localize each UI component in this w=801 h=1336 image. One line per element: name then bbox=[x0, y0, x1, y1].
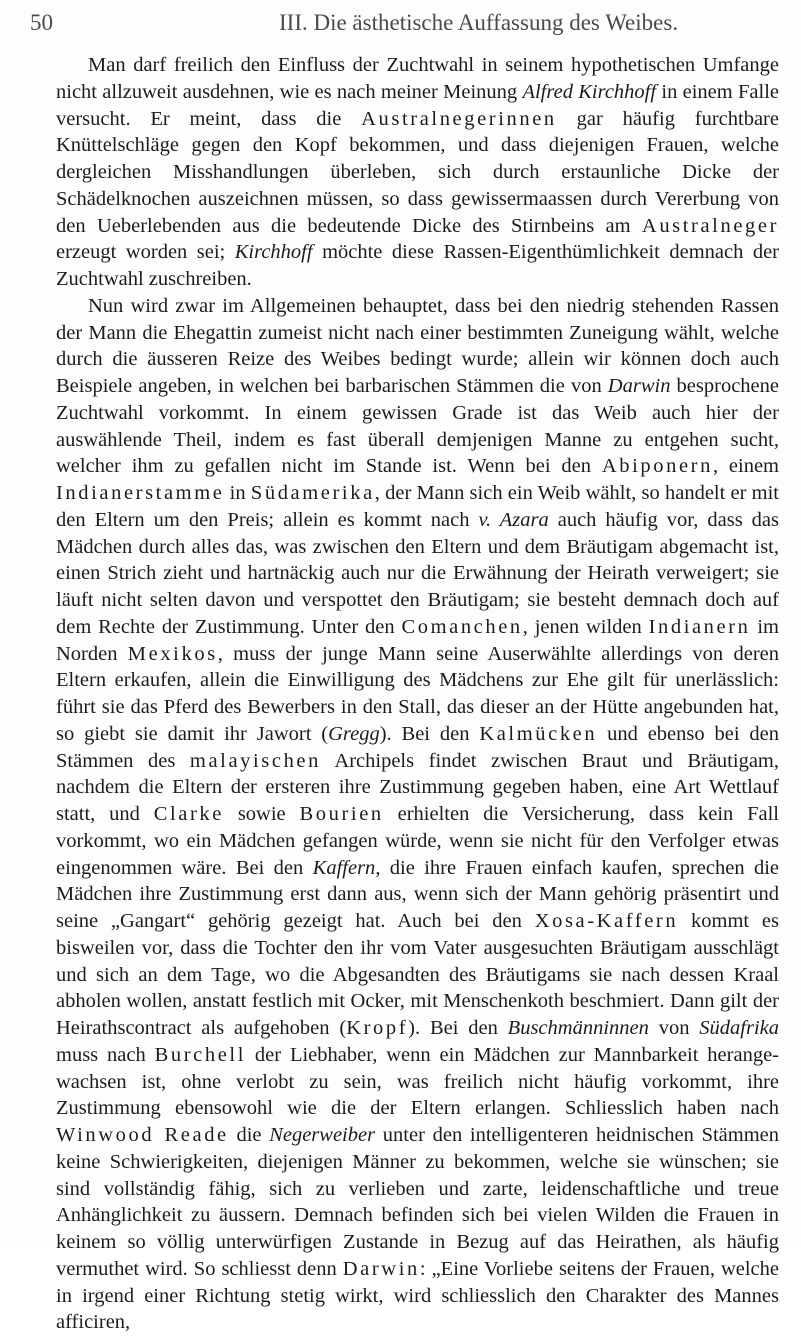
author-name: Negerweiber bbox=[269, 1124, 376, 1146]
emphasized-term: Burchell bbox=[154, 1043, 247, 1066]
emphasized-term: Winwood Reade bbox=[56, 1124, 229, 1146]
emphasized-term: Xosa-Kaffern bbox=[534, 910, 679, 932]
emphasized-term: Indianerstamme bbox=[56, 482, 225, 504]
body-text bbox=[56, 52, 779, 1336]
author-name: Buschmänninnen bbox=[507, 1017, 649, 1039]
emphasized-term: Bourien bbox=[299, 803, 384, 825]
emphasized-term: Abiponern bbox=[601, 455, 713, 478]
author-name: Kaffern bbox=[312, 856, 376, 879]
emphasized-term: malayischen bbox=[189, 749, 321, 772]
author-name: Darwin bbox=[607, 375, 671, 397]
paragraph-1: Man darf freilich den Einfluss der Zuchtwahl in seinem hypothetischen Umfange nicht allzuweit ausdehnen, wie es nach meiner Meinung Alfred Kirchhoff in einem Falle versucht. Er meint, dass die Australnegerinnen gar häufig furchtbare Knüttelschläge gegen den Kopf bekommen, und dass diejenigen Frauen, welche dergleichen Misshandlungen überleben, sich durch erstaunliche Dicke der Schädelknochen auszeichnen müssen, so dass gewissermaassen durch Vererbung von den Ueberlebenden aus die bedeutende Dicke des Stirnbeins am Australneger erzeugt worden sei; Kirchhoff möchte diese Rassen-Eigenthümlichkeit demnach der Zuchtwahl zuschreiben. bbox=[56, 54, 779, 290]
emphasized-term: Indianern bbox=[648, 615, 751, 638]
emphasized-term: Mexikos bbox=[127, 642, 218, 665]
emphasized-term: Clarke bbox=[153, 803, 224, 825]
author-name: Gregg bbox=[328, 722, 380, 745]
page-number: 50 bbox=[30, 10, 53, 35]
emphasized-term: Comanchen bbox=[401, 615, 523, 638]
emphasized-term: Australneger bbox=[641, 214, 779, 237]
emphasized-term: Südamerika bbox=[250, 482, 375, 504]
running-head bbox=[30, 6, 771, 40]
author-name: v. Azara bbox=[478, 508, 549, 531]
emphasized-term: Darwin bbox=[342, 1257, 420, 1280]
emphasized-term: Australnegerinnen bbox=[361, 107, 557, 130]
emphasized-term: Kropf bbox=[346, 1017, 409, 1039]
author-name: Kirchhoff bbox=[234, 241, 313, 264]
chapter-running-title: III. Die ästhetische Auffassung des Weibes. bbox=[279, 10, 679, 35]
emphasized-term: Kalmücken bbox=[479, 722, 598, 745]
paragraph-2: Nun wird zwar im Allgemeinen behauptet, dass bei den niedrig stehenden Rassen der Mann die Ehegattin zumeist nicht nach einer bestimmten Zuneigung wählt, welche durch die äusseren Reize des Weibes bedingt wurde; allein wir können doch auch Beispiele angeben, in welchen bei barbarischen Stämmen die von Darwin besprochene Zuchtwahl vorkommt. In einem gewissen Grade ist das Weib auch hier der auswählende Theil, indem es fast überall demjenigen Manne zu entgehen sucht, welcher ihm zu gefallen nicht im Stande ist. Wenn bei den Abiponern, einem Indianerstamme in Südamerika, der Mann sich ein Weib wählt, so handelt er mit den Eltern um den Preis; allein es kommt nach v. Azara auch häufig vor, dass das Mädchen durch alles das, was zwischen den Eltern und dem Bräutigam abgemacht ist, einen Strich zieht und hartnäckig auch nur die Erwähnung der Heirath verweigert; sie läuft nicht selten davon und verspottet den Bräutigam; sie besteht demnach doch auf dem Rechte der Zustimmung. Unter den Comanchen, jenen wilden Indianern im Norden Mexikos, muss der junge Mann seine Auserwählte allerdings von deren Eltern erkaufen, allein die Einwilligung des Mädchens zur Ehe gilt für unerlässlich: führt sie das Pferd des Bewerbers in den Stall, das dieser an der Hütte angebunden hat, so giebt sie damit ihr Jawort (Gregg). Bei den Kalmücken und ebenso bei den Stämmen des malayischen Archipels findet zwischen Braut und Bräutigam, nachdem die Eltern der ersteren ihre Zustimmung gegeben haben, eine Art Wettlauf statt, und Clarke sowie Bourien erhielten die Versicherung, dass kein Fall vorkommt, wo ein Mädchen gefangen würde, wenn sie nicht für den Verfolger etwas eingenommen wäre. Bei den Kaffern, die ihre Frauen einfach kaufen, sprechen die Mädchen ihre Zustimmung erst dann aus, wenn sich der Mann gehörig präsentirt und seine „Gangart“ gehörig gezeigt hat. Auch bei den Xosa-Kaffern kommt es bisweilen vor, dass die Tochter den ihr vom Vater ausgesuchten Bräutigam ausschlägt und sich an dem Tage, wo die Abgesandten des Bräutigams sie nach dessen Kraal abholen wollen, anstatt festlich mit Ocker, mit Menschenkoth beschmiert. Dann gilt der Heirathscontract als aufgehoben (Kropf). Bei den Buschmänninnen von Südafrika muss nach Burchell der Liebhaber, wenn ein Mädchen zur Mannbarkeit herangewachsen ist, ohne verlobt zu sein, was freilich nicht häufig vorkommt, ihre Zustimmung ebensowohl wie die der Eltern erlangen. Schliesslich haben nach Winwood Reade die Negerweiber unter den intelligenteren heidnischen Stämmen keine Schwierigkeiten, diejenigen Männer zu bekommen, welche sie wünschen; sie sind vollständig fähig, sich zu verlieben und zarte, leidenschaftliche und treue Anhänglichkeit zu äussern. Demnach befinden sich bei vielen Wilden die Frauen in keinem so völlig unterwürfigen Zustande in Bezug auf das Heirathen, als häufig vermuthet wird. So schliesst denn Darwin: „Eine Vorliebe seitens der Frauen, welche in irgend einer Richtung stetig wirkt, wird schliesslich den Charakter des Mannes afficiren, bbox=[56, 294, 780, 1334]
author-name: Südafrika bbox=[699, 1017, 780, 1039]
author-name: Alfred Kirchhoff bbox=[522, 80, 657, 103]
